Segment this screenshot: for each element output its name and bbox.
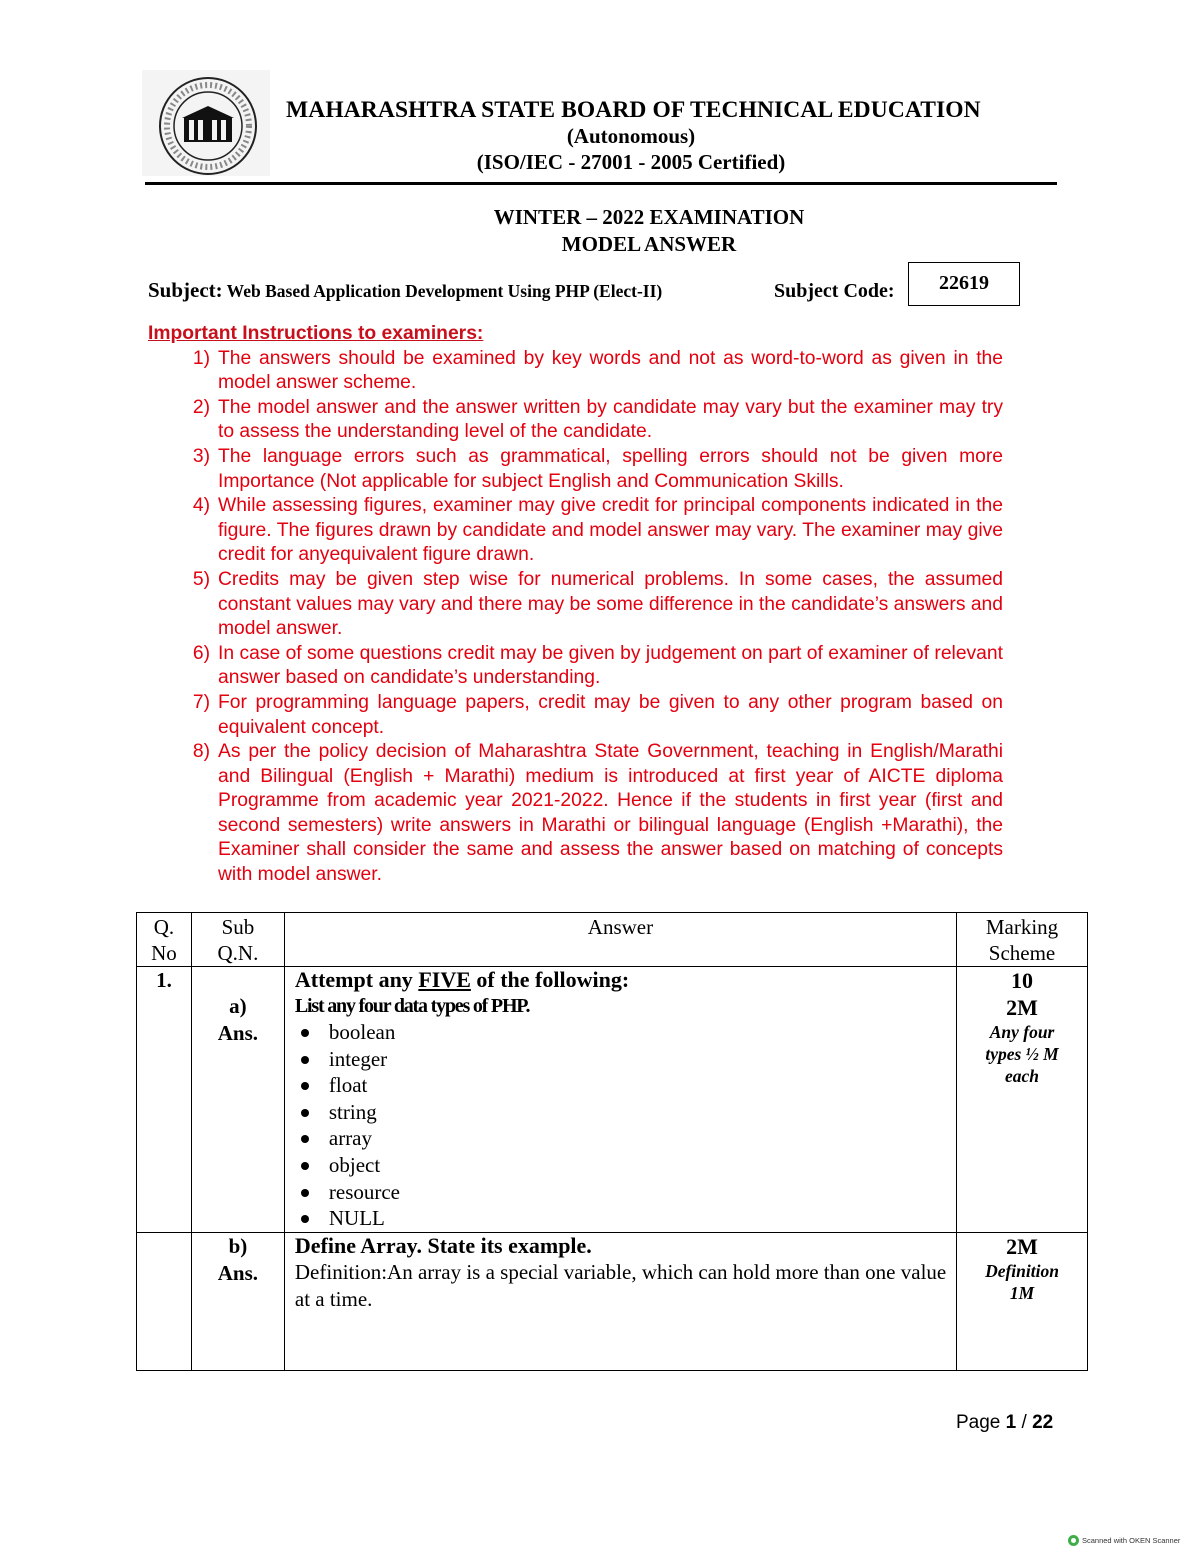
marking-header: Marking Scheme	[957, 913, 1088, 967]
question-b-text: Define Array. State its example.	[294, 1233, 592, 1258]
certification-label: (ISO/IEC - 27001 - 2005 Certified)	[476, 150, 786, 174]
scanner-icon	[1068, 1535, 1079, 1546]
table-row	[137, 1233, 1088, 1371]
board-name: MAHARASHTRA STATE BOARD OF TECHNICAL EDUCATION	[286, 97, 981, 123]
list-item: string	[295, 1099, 956, 1126]
subject-name: Web Based Application Development Using PHP (Elect-II)	[226, 281, 663, 301]
marking-a: 10 2M Any four types ½ M each	[957, 967, 1088, 1233]
marking-b: 2M Definition 1M	[957, 1233, 1088, 1371]
scanner-watermark: Scanned with OKEN Scanner	[1068, 1535, 1180, 1546]
list-item: float	[295, 1072, 956, 1099]
list-item: object	[295, 1152, 956, 1179]
page-number: Page 1 / 22	[956, 1412, 1054, 1433]
sub-question-b: b) Ans.	[191, 1233, 284, 1371]
board-logo	[142, 70, 270, 176]
question-number: 1.	[137, 967, 192, 1233]
instruction-item: 8) As per the policy decision of Maharashtra State Government, teaching in English/Marathi and Bilingual (English + Marathi) medium is introduced at first year of AICTE diploma Programme from academic year 2021-2022. Hence if the students in first year (first and second semesters) write answers in Marathi or bilingual language (English +Marathi), the Examiner shall consider the same and assess the answer based on matching of concepts with model answer.	[192, 741, 1003, 886]
list-item: boolean	[295, 1019, 956, 1046]
instruction-item: 5) Credits may be given step wise for numerical problems. In some cases, the assumed constant values may vary and there may be some difference in the candidate’s answers and model answer.	[192, 568, 1003, 640]
subject-line	[148, 278, 662, 303]
subject-code: 22619	[908, 262, 1020, 306]
instruction-item: 4) While assessing figures, examiner may give credit for principal components indicated in the figure. The figures drawn by candidate and model answer may vary. The examiner may give credit for anyequivalent figure drawn.	[192, 495, 1003, 566]
instruction-item: 1) The answers should be examined by key words and not as word-to-word as given in the model answer scheme.	[192, 347, 1003, 394]
answer-a	[284, 967, 956, 1233]
subject-code-label: Subject Code:	[774, 280, 895, 302]
list-item: NULL	[295, 1205, 956, 1232]
qno-header: Q. No	[137, 913, 192, 967]
header-divider	[145, 182, 1057, 185]
autonomous-label: (Autonomous)	[566, 124, 696, 148]
question-a-text: List any four data types of PHP.	[294, 995, 530, 1017]
array-definition: Definition:An array is a special variable, which can hold more than one value at a time.	[294, 1260, 947, 1311]
subqn-header: Sub Q.N.	[191, 913, 284, 967]
examiner-instructions	[148, 322, 1003, 888]
answer-b	[284, 1233, 956, 1371]
table-row	[137, 967, 1088, 1233]
exam-subtitle: MODEL ANSWER	[561, 232, 737, 256]
instruction-item: 6) In case of some questions credit may be given by judgement on part of examiner of relevant answer based on candidate’s understanding.	[192, 642, 1003, 689]
exam-title: WINTER – 2022 EXAMINATION	[493, 205, 805, 229]
table-header-row	[137, 913, 1088, 967]
php-data-types-list	[295, 1019, 956, 1232]
model-answer-table	[136, 912, 1088, 1371]
instruction-item: 3) The language errors such as grammatical, spelling errors should not be given more Importance (Not applicable for subject English and Communication Skills.	[192, 445, 1003, 492]
list-item: array	[295, 1125, 956, 1152]
instructions-heading: Important Instructions to examiners:	[148, 323, 484, 344]
list-item: integer	[295, 1046, 956, 1073]
answer-header: Answer	[284, 913, 956, 967]
msbte-seal-icon	[142, 70, 270, 176]
subject-label: Subject:	[148, 278, 223, 302]
instructions-list	[148, 347, 1003, 888]
list-item: resource	[295, 1179, 956, 1206]
instruction-item: 2) The model answer and the answer written by candidate may vary but the examiner may try to assess the understanding level of the candidate.	[192, 396, 1003, 443]
instruction-item: 7) For programming language papers, credit may be given to any other program based on equivalent concept.	[192, 691, 1003, 738]
sub-question-a: a) Ans.	[191, 967, 284, 1233]
question-1-title: Attempt any FIVE of the following:	[294, 967, 630, 992]
